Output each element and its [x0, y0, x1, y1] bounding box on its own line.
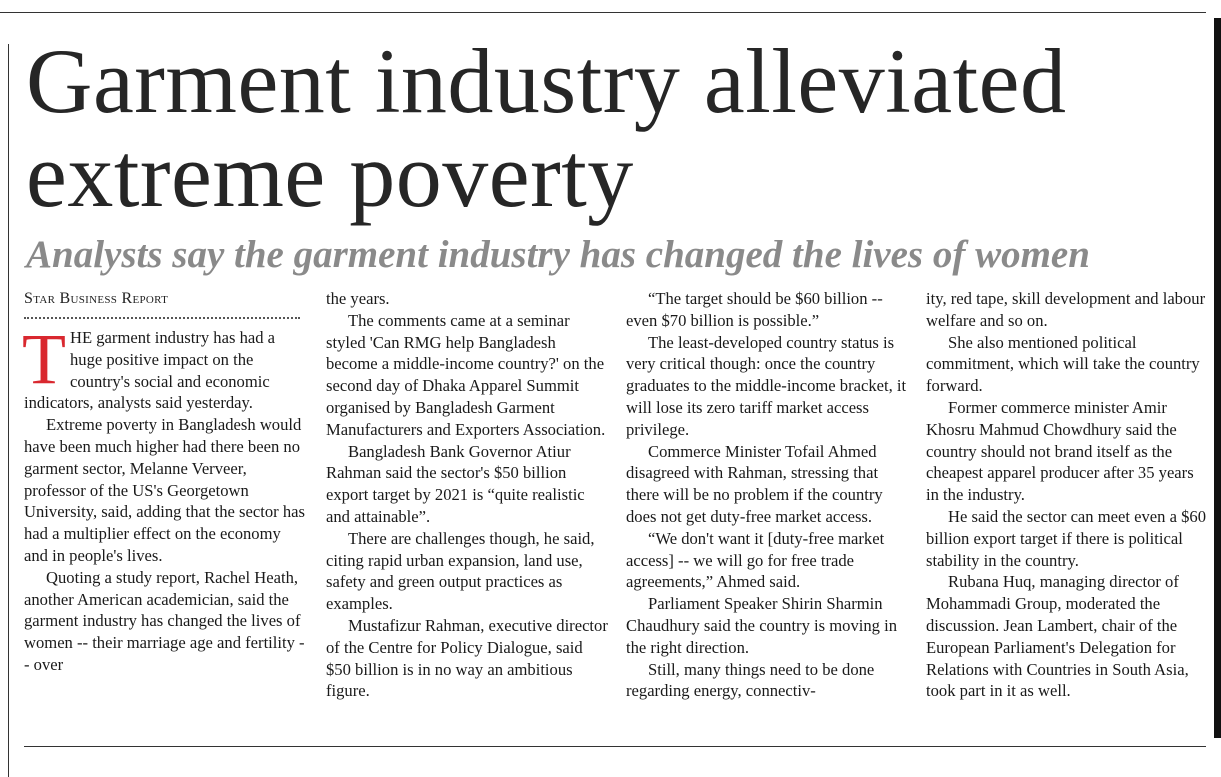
- paragraph: The least-developed country status is very critical though: once the country graduates to the middle-income bracket, it will lose its zero tariff market access privilege.: [626, 332, 907, 439]
- paragraph: Quoting a study report, Rachel Heath, another American academician, said the garment industry has changed the lives of women -- their marriage age and fertility -- over: [24, 567, 305, 674]
- paragraph: She also mentioned political commitment, which will take the country forward.: [926, 332, 1200, 396]
- paragraph: He said the sector can meet even a $60 billion export target if there is political stability in the country.: [926, 506, 1207, 570]
- drop-cap: T: [22, 319, 66, 399]
- paragraph: Bangladesh Bank Governor Atiur Rahman said the sector's $50 billion export target by 2021 is “quite realistic and attainable”.: [326, 441, 585, 526]
- paragraph: Commerce Minister Tofail Ahmed disagreed with Rahman, stressing that there will be no problem if the country does not get duty-free market access.: [626, 441, 883, 526]
- paragraph: ity, red tape, skill development and labour welfare and so on.: [926, 289, 1206, 330]
- paragraph: Mustafizur Rahman, executive director of the Centre for Policy Dialogue, said $50 billion is in no way an ambitious figure.: [326, 615, 608, 701]
- lead-text: HE garment industry has had a huge positive impact on the country's social and economic indicators, analysts said yesterday.: [24, 328, 276, 413]
- paragraph: Parliament Speaker Shirin Sharmin Chaudhury said the country is moving in the right direction.: [626, 594, 898, 657]
- paragraph: Former commerce minister Amir Khosru Mahmud Chowdhury said the country should not brand itself as the cheapest apparel producer after 35 years in the industry.: [926, 397, 1194, 505]
- paragraph: Still, many things need to be done regarding energy, connectiv-: [626, 659, 875, 701]
- article-column-3: [626, 288, 908, 702]
- page-edge-bar: [1214, 18, 1221, 738]
- paragraph: The comments came at a seminar styled 'Can RMG help Bangladesh become a middle-income country?' on the second day of Dhaka Apparel Summit organised by Bangladesh Garment Manufacturers and Exporters Association.: [326, 310, 606, 439]
- article-column-2: [326, 288, 608, 702]
- paragraph: the years.: [326, 289, 390, 308]
- paragraph: Rubana Huq, managing director of Mohammadi Group, moderated the discussion. Jean Lambert, chair of the European Parliament's Delegation for Relations with Countries in South Asia, took part in it as well.: [926, 572, 1189, 701]
- left-column-rule: [8, 44, 9, 777]
- paragraph: “We don't want it [duty-free market access] -- we will go for free trade agreements,” Ahmed said.: [626, 528, 885, 592]
- article-column-4: [926, 288, 1208, 702]
- bottom-rule: [24, 746, 1206, 747]
- paragraph: Extreme poverty in Bangladesh would have been much higher had there been no garment sector, Melanne Verveer, professor of the US's Georgetown University, said, adding that the sector has had a multiplier effect on the economy and in people's lives.: [24, 415, 305, 565]
- lead-paragraph: [22, 319, 306, 414]
- deck-subheadline: Analysts say the garment industry has changed the lives of women: [26, 233, 1090, 276]
- top-rule: [0, 12, 1206, 13]
- paragraph: “The target should be $60 billion -- even $70 billion is possible.”: [626, 289, 883, 330]
- byline: Star Business Report: [24, 290, 169, 307]
- headline: Garment industry alleviated extreme poverty: [26, 30, 1067, 226]
- article-column-1: [24, 288, 306, 676]
- paragraph: There are challenges though, he said, citing rapid urban expansion, land use, safety and green output practices as examples.: [326, 528, 595, 614]
